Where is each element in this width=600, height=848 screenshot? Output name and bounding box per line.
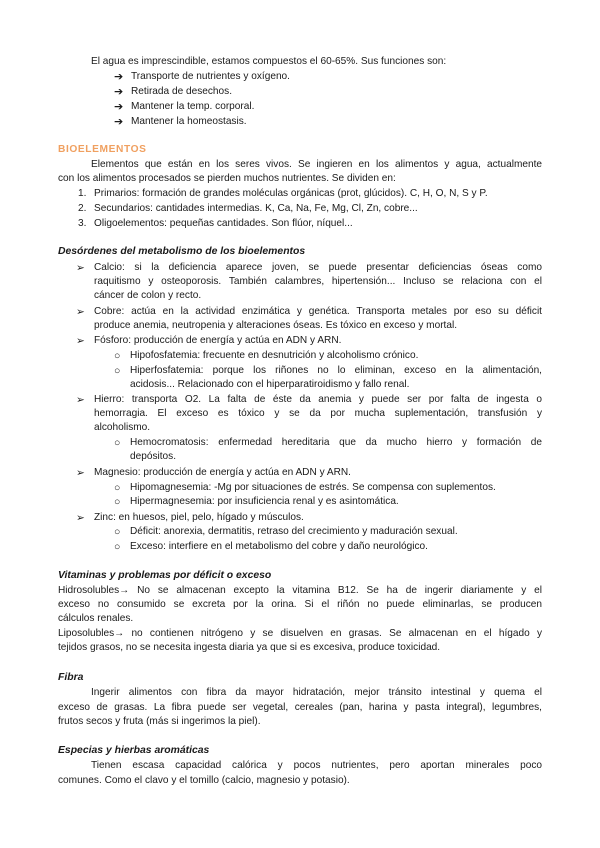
paragraph-line: tejidos grasos, no se necesita ingesta diaria ya que si es excesiva, produce toxicidad. bbox=[58, 642, 441, 653]
circle-bullet-icon: ○ bbox=[114, 365, 121, 377]
sub-item: Hipofosfatemia: frecuente en desnutrición y alcoholismo crónico. bbox=[130, 350, 419, 361]
circle-bullet-icon: ○ bbox=[114, 350, 121, 362]
sub-item: Hipomagnesemia: -Mg por situaciones de estrés. Se compensa con suplementos. bbox=[130, 482, 496, 493]
sub-item: Hemocromatosis: enfermedad hereditaria que da mucho hierro y formación de bbox=[130, 437, 542, 448]
paragraph-line: Magnesio: producción de energía y actúa en ADN y ARN. bbox=[94, 467, 351, 478]
section-heading-vitaminas: Vitaminas y problemas por déficit o exceso bbox=[58, 570, 272, 581]
paragraph-line: Liposolubles→ no contienen nitrógeno y se disuelven en grasas. Se almacenan en el hígado y bbox=[58, 628, 542, 639]
circle-bullet-icon: ○ bbox=[114, 482, 121, 494]
sub-item: acidosis... Relacionado con el hiperparatiroidismo y fallo renal. bbox=[130, 379, 410, 390]
list-item: Mantener la homeostasis. bbox=[131, 116, 247, 127]
list-item: Retirada de desechos. bbox=[131, 86, 233, 97]
paragraph-line: Zinc: en huesos, piel, pelo, hígado y músculos. bbox=[94, 512, 304, 523]
intro-text: El agua es imprescindible, estamos compuestos el 60-65%. Sus funciones son: bbox=[91, 56, 447, 67]
arrow-icon: ➔ bbox=[114, 101, 124, 113]
list-number: 1. bbox=[78, 188, 87, 199]
paragraph-line: Hierro: transporta O2. La falta de éste da anemia y puede ser por falta de ingesta o bbox=[94, 394, 542, 405]
paragraph-line: frutos secos y fruta (más si ingerimos la piel). bbox=[58, 716, 261, 727]
circle-bullet-icon: ○ bbox=[114, 541, 121, 553]
paragraph-line: produce anemia, neutropenia y alteraciones óseas. Es tóxico en exceso y mortal. bbox=[94, 320, 458, 331]
list-item: Secundarios: cantidades intermedias. K, Ca, Na, Fe, Mg, Cl, Zn, cobre... bbox=[94, 203, 418, 214]
sub-item: Déficit: anorexia, dermatitis, retraso del crecimiento y maduración sexual. bbox=[130, 526, 458, 537]
bullet-icon: ➢ bbox=[76, 306, 85, 318]
paragraph-line: comunes. Como el clavo y el tomillo (calcio, magnesio y potasio). bbox=[58, 775, 350, 786]
list-item: Transporte de nutrientes y oxígeno. bbox=[131, 71, 290, 82]
list-number: 2. bbox=[78, 203, 87, 214]
section-heading-fibra: Fibra bbox=[58, 672, 84, 683]
bullet-icon: ➢ bbox=[76, 512, 85, 524]
paragraph-line: Fósforo: producción de energía y actúa en ADN y ARN. bbox=[94, 335, 342, 346]
list-item: Oligoelementos: pequeñas cantidades. Son flúor, níquel... bbox=[94, 218, 353, 229]
circle-bullet-icon: ○ bbox=[114, 526, 121, 538]
list-item: Primarios: formación de grandes moléculas orgánicas (prot, glúcidos). C, H, O, N, S y P. bbox=[94, 188, 488, 199]
paragraph-line: Cobre: actúa en la actividad enzimática y genética. Transporta metales por eso su déficit bbox=[94, 306, 542, 317]
paragraph-line: cáncer de colon y recto. bbox=[94, 290, 202, 301]
sub-item: Hipermagnesemia: por insuficiencia renal y es asintomática. bbox=[130, 496, 399, 507]
sub-item: depósitos. bbox=[130, 451, 177, 462]
bullet-icon: ➢ bbox=[76, 467, 85, 479]
paragraph-line: raquitismo y osteoporosis. También calambres, hipertensión... Incluso se relaciona con el bbox=[94, 276, 542, 287]
section-heading-desordenes: Desórdenes del metabolismo de los bioelementos bbox=[58, 246, 306, 257]
paragraph-line: Tienen escasa capacidad calórica y pocos nutrientes, pero aportan minerales poco bbox=[91, 760, 542, 771]
bullet-icon: ➢ bbox=[76, 262, 85, 274]
arrow-icon: ➔ bbox=[114, 71, 124, 83]
paragraph-line: Calcio: si la deficiencia aparece joven, se puede presentar deficiencias óseas como bbox=[94, 262, 542, 273]
bullet-icon: ➢ bbox=[76, 335, 85, 347]
paragraph-line: cálculos renales. bbox=[58, 613, 134, 624]
circle-bullet-icon: ○ bbox=[114, 496, 121, 508]
paragraph-line: con los alimentos procesados se pierden muchos nutrientes. Se dividen en: bbox=[58, 173, 396, 184]
paragraph-line: exceso de grasas. La fibra puede ser vegetal, cereales (pan, harina y pasta integral), legumbres, bbox=[58, 702, 542, 713]
sub-item: Hiperfosfatemia: porque los riñones no lo eliminan, exceso en la alimentación, bbox=[130, 365, 542, 376]
paragraph-line: Ingerir alimentos con fibra da mayor hidratación, mejor tránsito intestinal y quema el bbox=[91, 687, 542, 698]
list-number: 3. bbox=[78, 218, 87, 229]
arrow-icon: ➔ bbox=[114, 86, 124, 98]
arrow-icon: ➔ bbox=[114, 116, 124, 128]
paragraph-line: Elementos que están en los seres vivos. Se ingieren en los alimentos y agua, actualmente bbox=[91, 159, 542, 170]
sub-item: Exceso: interfiere en el metabolismo del cobre y daño neurológico. bbox=[130, 541, 428, 552]
section-heading-bioelementos: BIOELEMENTOS bbox=[58, 144, 147, 155]
paragraph-line: exceso no consumido se excreta por la orina. Si el riñón no puede eliminarlas, se producen bbox=[58, 599, 542, 610]
section-heading-especias: Especias y hierbas aromáticas bbox=[58, 745, 210, 756]
list-item: Mantener la temp. corporal. bbox=[131, 101, 255, 112]
circle-bullet-icon: ○ bbox=[114, 437, 121, 449]
paragraph-line: Hidrosolubles→ No se almacenan excepto la vitamina B12. Se ha de ingerir diariamente y el bbox=[58, 585, 542, 596]
paragraph-line: alcoholismo. bbox=[94, 422, 151, 433]
bullet-icon: ➢ bbox=[76, 394, 85, 406]
paragraph-line: hemorragia. El exceso es tóxico y se da por mucha suplementación, transfusión y bbox=[94, 408, 542, 419]
